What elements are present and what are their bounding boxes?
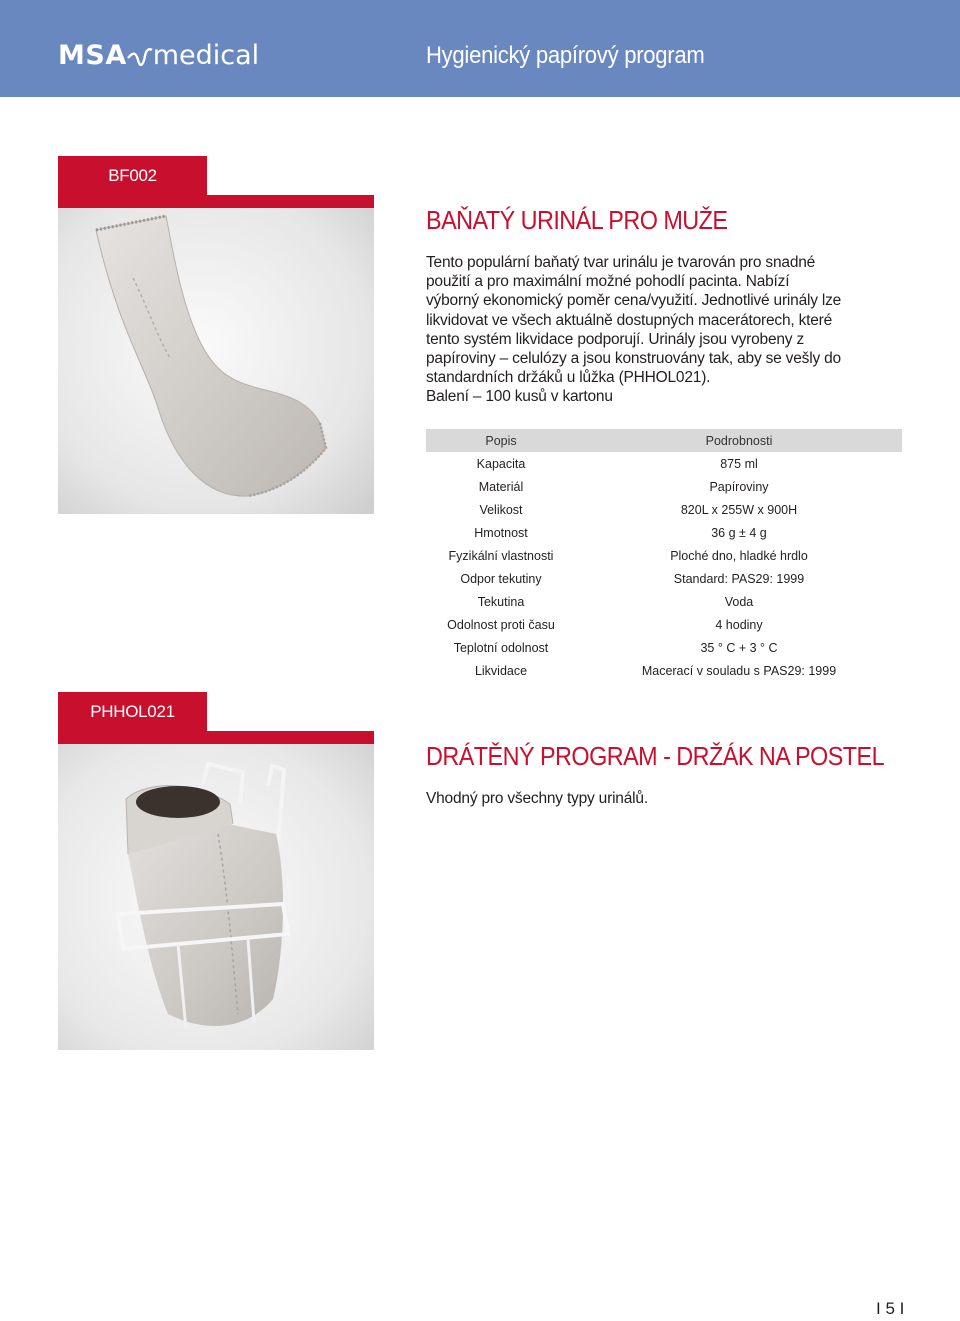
page-number: I 5 I (876, 1299, 905, 1318)
spec-label: Materiál (478, 479, 524, 494)
spec-value: 875 ml (720, 456, 758, 471)
column-header-description: Popis (426, 429, 576, 452)
spec-value: 820L x 255W x 900H (680, 502, 798, 517)
table-row (426, 498, 902, 521)
product-code-tab: BF002 (58, 156, 207, 195)
spec-label: Odolnost proti času (447, 617, 555, 632)
description-text: Tento populární baňatý tvar urinálu je tvarován pro snadné použití a pro maximální možné pohodlí pacinta. Nabízí výborný ekonomický poměr cena/využití. Jednotlivé urinály lze likvidovat ve všech aktuálně dostupných macerátorech, které tento systém likvidace podporují. Urinály jsou vyrobeny z papíroviny – celulózy a jsou konstruovány tak, aby se vešly do standardních držáků u lůžka (PHHOL021). (426, 254, 842, 387)
product-title: DRÁTĚNÝ PROGRAM - DRŽÁK NA POSTEL (426, 741, 885, 771)
spec-value: Ploché dno, hladké hrdlo (670, 548, 808, 563)
red-divider (58, 731, 374, 744)
spec-label: Kapacita (476, 456, 526, 471)
column-header-details: Podrobnosti (576, 429, 902, 452)
spec-value: Voda (724, 594, 754, 609)
heartbeat-wave-icon (127, 44, 153, 70)
table-row (426, 544, 902, 567)
specification-table (426, 429, 902, 682)
bed-holder-photo (58, 744, 374, 1050)
table-row (426, 613, 902, 636)
spec-value: Macerací v souladu s PAS29: 1999 (641, 663, 837, 678)
table-row (426, 567, 902, 590)
spec-label: Likvidace (474, 663, 528, 678)
msa-medical-logo: MSA medical (58, 40, 260, 71)
red-divider (58, 195, 374, 208)
table-row (426, 590, 902, 613)
table-row (426, 659, 902, 682)
urinal-photo (58, 208, 374, 514)
table-row (426, 452, 902, 475)
product-code-tab: PHHOL021 (58, 692, 207, 731)
product-description (426, 789, 846, 808)
product-title: BAŇATÝ URINÁL PRO MUŽE (426, 205, 728, 235)
spec-value: 35 ° C + 3 ° C (700, 640, 778, 655)
page-header (0, 0, 960, 97)
page-title: Hygienický papírový program (426, 42, 705, 69)
spec-label: Teplotní odolnost (453, 640, 549, 655)
spec-value: Papíroviny (709, 479, 769, 494)
table-row (426, 636, 902, 659)
spec-value: 4 hodiny (715, 617, 763, 632)
table-row (426, 521, 902, 544)
spec-label: Odpor tekutiny (460, 571, 542, 586)
spec-label: Velikost (479, 502, 523, 517)
spec-label: Hmotnost (474, 525, 528, 540)
spec-label: Tekutina (477, 594, 525, 609)
packaging-text: Balení – 100 kusů v kartonu (426, 388, 613, 406)
product-description (426, 253, 846, 407)
description-text: Vhodný pro všechny typy urinálů. (426, 790, 648, 807)
spec-value: 36 g ± 4 g (711, 525, 767, 540)
spec-label: Fyzikální vlastnosti (448, 548, 554, 563)
spec-value: Standard: PAS29: 1999 (673, 571, 805, 586)
table-header-row (426, 429, 902, 452)
table-row (426, 475, 902, 498)
